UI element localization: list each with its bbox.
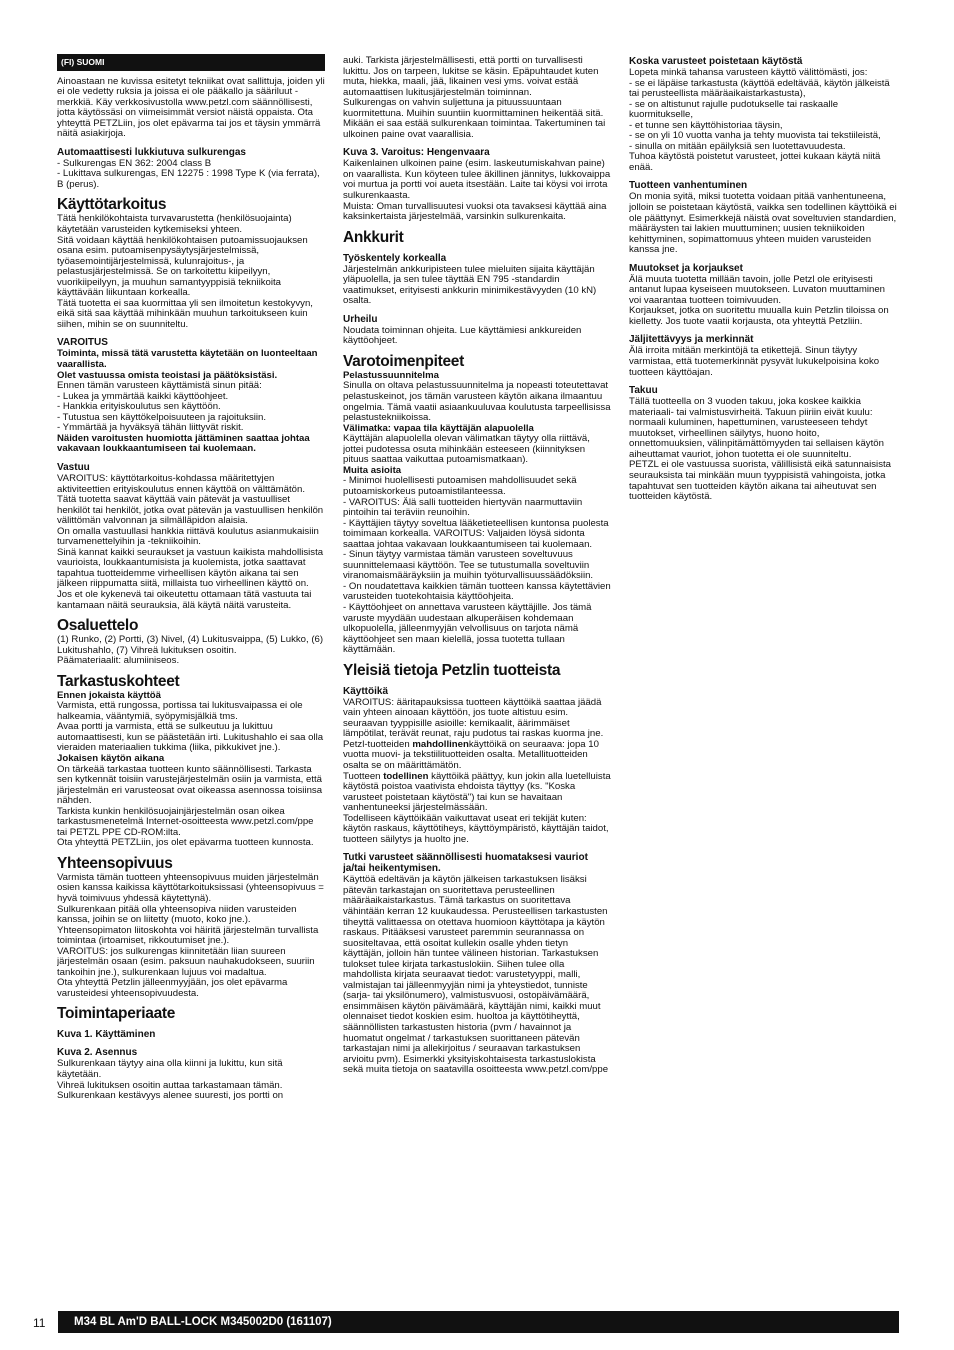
subheading: Välimatka: vapaa tila käyttäjän alapuolella — [343, 422, 534, 434]
section-title: Varotoimenpiteet — [343, 352, 464, 370]
page-footer — [0, 1307, 954, 1335]
paragraph: - Minimoi huolellisesti putoamisen mahdollisuudet sekä putoamiskorkeus putoamistilanteessa. - VAROITUS: Älä salli tuotteiden hiertyvän naarmuttaviin pintoihin tai teräviin reunoihin. - Käyttäjien täytyy soveltua lääketieteellisen kuntonsa puolesta toimimaan korkealla. VAROITUS: Valjaiden löysä sidonta saattaa johtaa vakavaan loukkaantumiseen tai kuolemaan. - Sinun täytyy varmistaa tämän varusteen soveltuvuus suunnittelemaasi käyttöön. Tee se tutustumalla soveltuviin viranomaismääräyksiin ja muihin työturvallisuussäädöksiin. - On noudatettava kaikkien tämän tuotteen kanssa käytettävien varusteiden tuotekohtaisia käyttöohjeita. - Käyttöohjeet on annettava varusteen käyttäjille. Jos tämä varuste myydään uudestaan alkuperäisen kohdemaan ulkopuolella, jälleenmyyjän velvollisuus on tarjota nämä käyttöohjeet sen maan kielellä, jossa tuotetta tullaan käyttämään. — [343, 475, 611, 656]
text-run-bold: todellinen — [383, 770, 429, 782]
section-title: Osaluettelo — [57, 617, 139, 635]
section-title: Käyttötarkoitus — [57, 196, 167, 214]
paragraph: Järjestelmän ankkuripisteen tulee mieluiten sijaita käyttäjän yläpuolella, ja sen tulee täyttää EN 795 -standardin vaatimukset, erityisesti ankkurin minimikestävyyden (10 kN) osalta. — [343, 263, 597, 307]
paragraph: Kaikenlainen ulkoinen paine (esim. laskeutumiskahvan paine) on vaarallista. Kun köyteen tulee äkillinen jännitys, lukkovaippa voi murtua ja portti voi aueta itsestään. Laite tai köysi voi irrota sulkurenkaasta. Muista: Oman turvallisuutesi vuoksi ota tavaksesi käyttää aina kaksinkertaista järjestelmää, varsinkin sulkurenkaita. — [343, 158, 611, 223]
section-heading: Muutokset ja korjaukset — [629, 262, 743, 274]
section-heading: Jäljitettävyys ja merkinnät — [629, 334, 754, 346]
subheading: Ennen jokaista käyttöä — [57, 689, 161, 701]
warning-bold: Olet vastuussa omista teoistasi ja päätöksistäsi. — [57, 369, 278, 381]
paragraph: Älä irroita mitään merkintöjä ta etikettejä. Sinun täytyy varmistaa, että tuotemerkinnät pysyvät lukukelpoisina koko tuotteen käyttöajan. — [629, 345, 880, 378]
section-title: Tarkastuskohteet — [57, 672, 180, 690]
column-2 — [343, 56, 611, 1076]
section-title: Ankkurit — [343, 228, 404, 246]
warning-bold: Näiden varoitusten huomiotta jättäminen saattaa johtaa vakavaan loukkaantumiseen tai kuolemaan. — [57, 432, 310, 455]
paragraph: auki. Tarkista järjestelmällisesti, että portti on turvallisesti lukittu. Jos on tarpeen, lukitse se käsin. Epäpuhtaudet kuten muta, hiekka, maali, jää, likainen vesi yms. voivat estää automaattisen lukitusjärjestelmän toiminnan. Sulkurengas on vahvin suljettuna ja pituussuuntaan kuormitettuna. Muihin suuntiin kuormittaminen heikentää sitä. Mikään ei saa estää sulkurenkaan toimintaa. Takertuminen tai ulkoinen paine ovat vaarallisia. — [343, 56, 606, 140]
section-heading: Vastuu — [57, 461, 90, 473]
paragraph: Älä muuta tuotetta millään tavoin, jolle Petzl ole erityisesti antanut lupaa kyseiseen muutokseen. Luvaton muuttaminen voi vaarantaa tuotteen toimivuuden. Korjaukset, jotka on suoritettu muualla kuin Petzlin tiloissa on kielletty. Jos tuote vaatii korjausta, ota yhteyttä Petzliin. — [629, 273, 889, 327]
paragraph: - Sulkurengas EN 362: 2004 class B - Lukittava sulkurengas, EN 12275 : 1998 Type K (via ferrata), B (perus). — [57, 157, 320, 190]
subheading: Jokaisen käytön aikana — [57, 752, 165, 764]
section-heading: Koska varusteet poistetaan käytöstä — [629, 56, 803, 67]
footer-bar — [58, 1311, 899, 1333]
intro-paragraph: Ainoastaan ne kuvissa esitetyt tekniikat ovat sallittuja, joiden yli ei ole vedetty ruksia ja joissa ei ole pääkallo ja sääriluut -merkkiä. Käy verkkosivustolla www.petzl.com säännöllisesti, jotta käytössäsi on viimeisimmät versiot näistä oppaista. Ota yhteyttä PETZLiin, jos olet epävarma tai jos et täysin ymmärrä näitä asiakirjoja. — [57, 75, 325, 140]
text-run-bold: mahdollinen — [412, 738, 469, 750]
section-heading: Takuu — [629, 385, 658, 397]
warning-bold: Toiminta, missä tätä varustetta käytetään on luonteeltaan vaarallista. — [57, 348, 318, 371]
paragraph: Sulkurenkaan täytyy aina olla kiinni ja lukittu, kun sitä käytetään. Vihreä lukituksen osoitin auttaa tarkastamaan tämän. Sulkurenkaan kestävyys alenee suuresti, jos portti on — [57, 1058, 284, 1102]
paragraph: VAROITUS: käyttötarkoitus-kohdassa määritettyjen aktiviteettien erityiskoulutus ennen käyttöä on välttämätön. Tätä tuotetta saavat käyttää vain pätevät ja vastuulliset henkilöt tai henkilöt, jotka ovat pätevän ja vastuullisen henkilön välittömän valvonnan ja silmälläpidon alaisia. On omalla vastuullasi hankkia riittävä koulutus asianmukaisiin turvamenettelyihin ja -tekniikoihin. Sinä kannat kaikki seuraukset ja vastuun kaikista mahdollisista vaurioista, loukkaantumisista ja kuolemista, jotka saattavat tapahtua tuotteidemme virheellisen käytön aikana tai sen jälkeen riippumatta siitä, millaista tuo virheellinen käyttö on. Jos et ole kykenevä tai oikeutettu ottamaan tätä vastuuta tai kantamaan näitä seurauksia, älä käytä näitä varusteita. — [57, 472, 324, 611]
text-run: VAROITUS: ääritapauksissa tuotteen käyttöikä saattaa jäädä vain yhteen ainoaan käyttöön, jos tuote altistuu esim. seuraavan tyyppisille asioille: kemikaalit, äärimmäiset lämpötilat, terävät reunat, raju pudotus tai raskas kuorma jne. Petzl-tuotteiden — [343, 696, 604, 750]
figure-heading: Kuva 2. Asennus — [57, 1047, 138, 1059]
paragraph: Sinulla on oltava pelastussuunnitelma ja nopeasti toteutettavat pelastuskeinot, jos tämän varusteen käytön aikana ilmaantuu ongelmia. Tämä vaatii asiaankuuluvaa koulutusta tarpeellisissa pelastustekniikoissa. — [343, 380, 611, 424]
page-number: 11 — [33, 1316, 46, 1330]
language-label: (FI) SUOMI — [57, 54, 325, 71]
section-heading: Automaattisesti lukkiutuva sulkurengas — [57, 146, 246, 158]
section-heading: Työskentely korkealla — [343, 252, 447, 264]
subheading: Muita asioita — [343, 464, 402, 476]
section-title: Yhteensopivuus — [57, 854, 173, 872]
paragraph: Käyttäjän alapuolella olevan välimatkan täytyy olla riittävä, jottei pudotessa osuta mihinkään esteeseen (kiinnityksen pituus saattaa vaikuttaa putoamismatkaan). — [343, 433, 590, 466]
paragraph: Tätä henkilökohtaista turvavarustetta (henkilösuojainta) käytetään varusteiden kytkemiseksi yhteen. Sitä voidaan käyttää henkilökohtaisen putoamissuojauksen osana esim. putoamisenpysäytysjärjestelmissä, työasemointijärjestelmissä, kulunrajoitus-, ja pelastusjärjestelmissä. Se on tarkoitettu kiipeilyyn, vuorikiipeilyyn, ja muuhun samantyyppisiä tekniikoita käyttävään liikuntaan korkealla. Tätä tuotetta ei saa kuormittaa yli sen ilmoitetun kestokyvyn, eikä sitä saa käyttää mihinkään muuhun tarkoitukseen kuin siihen, mihin se on suunniteltu. — [57, 213, 313, 330]
section-heading: VAROITUS — [57, 337, 108, 349]
paragraph: Varmista, että rungossa, portissa tai lukitusvaipassa ei ole halkeamia, vääntymiä, syöpymisjälkiä tms. Avaa portti ja varmista, että se sulkeutuu ja lukittuu automaattisesti, kun se päästetään irti. Lukitushahlo ei saa olla vieraiden materiaalien tukkima (liika, pikkukivet jne.). — [57, 700, 324, 754]
section-heading: Urheilu — [343, 313, 378, 325]
paragraph: Lopeta minkä tahansa varusteen käyttö välittömästi, jos: - se ei läpäise tarkastusta (käyttöä edeltävää, käytön jälkeistä tai perusteellista määräaikaistarkastusta), - se on altistunut rajulle pudotukselle tai raskaalle kuormitukselle, - et tunne sen käyttöhistoriaa täysin, - se on yli 10 vuotta vanha ja tehty muovista tai tekstiileistä, - sinulla on mitään epäilyksiä sen luotettavuudesta. Tuhoa käytöstä poistetut varusteet, jottei kukaan käytä niitä enää. — [629, 67, 890, 173]
paragraph: Noudata toiminnan ohjeita. Lue käyttämiesi ankkureiden käyttöohjeet. — [343, 324, 582, 347]
section-title: Toimintaperiaate — [57, 1005, 176, 1023]
section-heading: Käyttöikä — [343, 685, 389, 697]
document-code: M34 BL Am'D BALL-LOCK M345002D0 (161107) — [74, 1316, 332, 1328]
subheading: Pelastussuunnitelma — [343, 369, 439, 381]
figure-heading: Kuva 3. Varoitus: Hengenvaara — [343, 147, 490, 159]
text-run: käyttöikä on seuraava: jopa 10 vuotta muovi- ja tekstiilituotteiden osalta. Metallituotteiden osalta se on määrittämätön. Tuotteen — [343, 738, 599, 782]
paragraph: Varmista tämän tuotteen yhteensopivuus muiden järjestelmän osien kanssa kaikissa käyttötarkoituksissasi (yhteensopivuus = hyvä toimivuus yhdessä käytettynä). Sulkurenkaan pitää olla yhteensopiva niiden varusteiden kanssa, joihin se on liitetty (muoto, koko jne.). Yhteensopimaton liitoskohta voi häiritä järjestelmän turvallista toimintaa (irtoamiset, rikkoutumiset jne.). VAROITUS: jos sulkurengas kiinnitetään liian suureen järjestelmän osaan (esim. paksuun nauhakudokseen, suuriin tankoihin jne.), sulkurenkaan lujuus voi madaltua. Ota yhteyttä Petzlin jälleenmyyjään, jos olet epävarma varusteidesi yhteensopivuudesta. — [57, 871, 324, 999]
section-heading: Tutki varusteet säännöllisesti huomataksesi vauriot ja/tai heikentymisen. — [343, 852, 588, 875]
text-run: käyttöikä päättyy, kun jokin alla luetelluista käytöstä poistoa vaativista ehdoista täyttyy (ks. "Koska varusteet poistetaan käytöstä") tai kun se havaitaan vanhentuneeksi järjestelmässään. Todelliseen käyttöikään vaikuttavat useat eri tekijät kuten: käytön raskaus, käyttötiheys, käyttöympäristö, käyttäjän taidot, tuotteen säilytys ja huolto jne. — [343, 770, 611, 845]
paragraph: (1) Runko, (2) Portti, (3) Nivel, (4) Lukitusvaippa, (5) Lukko, (6) Lukitushahlo, (7) Vihreä lukituksen osoitin. Päämateriaalit: alumiiniseos. — [57, 634, 324, 667]
paragraph — [343, 698, 611, 846]
paragraph: Tällä tuotteella on 3 vuoden takuu, joka koskee kaikkia materiaali- tai valmistusvirheitä. Takuun piiriin eivät kuulu: normaali kuluminen, hapettuminen, varusteeseen tehdyt muutokset, virheellinen säilytys, huono hoito, onnettomuuksien, välinpitämättömyyden tai sellaisen käytön aiheuttamat vauriot, johon tuotetta ei ole suunniteltu. PETZL ei ole vastuussa suorista, välillisistä eikä satunnaisista seurauksista tai minkään muun tyyppisistä vahingoista, jotka tapahtuvat sen tuotteiden käytön aikana tai aiheutuvat sen tuotteiden käytöstä. — [629, 396, 891, 503]
section-heading: Tuotteen vanhentuminen — [629, 180, 748, 192]
column-1 — [57, 54, 325, 1102]
figure-heading: Kuva 1. Käyttäminen — [57, 1029, 156, 1041]
paragraph: Ennen tämän varusteen käyttämistä sinun pitää: - Lukea ja ymmärtää kaikki käyttöohjeet. - Hankkia erityiskoulutus sen käyttöön. - Tutustua sen käyttökelpoisuuteen ja rajoituksiin. - Ymmärtää ja hyväksyä tähän liittyvät riskit. — [57, 380, 267, 434]
column-3 — [629, 56, 897, 503]
paragraph: On monia syitä, miksi tuotetta voidaan pitää vanhentuneena, jolloin se poistetaan käytöstä, vaikka sen todellinen käyttöikä ei ole päättynyt. Esimerkkejä näistä ovat soveltuvien standardien, määräysten tai lakien muuttuminen; uusien tekniikoiden kehittyminen, sopimattomuus yhteen muiden varusteiden kanssa jne. — [629, 191, 897, 256]
section-title: Yleisiä tietoja Petzlin tuotteista — [343, 661, 561, 679]
paragraph: On tärkeää tarkastaa tuotteen kunto säännöllisesti. Tarkasta sen kytkennät toisiin varustejärjestelmän osiin ja varmista, että järjestelmän eri varusteosat ovat oikeassa asennossa toisiinsa nähden. Tarkista kunkin henkilösuojainjärjestelmän osan oikea tarkastusmenetelmä Internet-osoitteesta www.petzl.com/ppe tai PETZL PPE CD-ROM:ilta. Ota yhteyttä PETZLiin, jos olet epävarma tuotteen kunnosta. — [57, 763, 323, 849]
paragraph: Käyttöä edeltävän ja käytön jälkeisen tarkastuksen lisäksi pätevän tarkastajan on suoritettava perusteellinen määräaikaistarkastus. Tämä tarkastus on suoritettava vähintään kerran 12 kuukaudessa. Perusteellisen tarkastusten tiheyttä valittaessa on otettava huomioon käyttötapa ja käytön raskaus. Pitääksesi varusteet paremmin seurannassa on suositeltavaa, että osoitat kullekin osalle yhden tietyn käyttäjän, jolloin hän tuntee välineen historian. Tarkastuksen tulokset tulee kirjata tarkastuslokiin. Siihen tulee olla mahdollista kirjata seuraavat tiedot: varustetyyppi, malli, valmistajan tai jälleenmyyjän nimi ja yhteystiedot, tunniste (sarja- tai yksilönumero), valmistusvuosi, ostopäivämäärä, ensimmäisen käytön päivämäärä, käyttäjän nimi, kaikki muut olennaiset tiedot koskien esim. huoltoa ja käyttötiheyttä, säännöllisten tarkastusten historia (pvm / havainnot ja huomatut ongelmat / tarkastuksen suorittaneen pätevän tarkastajan nimi ja allekirjoitus / seuraavan tarkastuksen arvioitu pvm). Esimerkki yksityiskohtaisesta tarkastuslokista sekä muita tietoja on saatavilla osoitteesta www.petzl.com/ppe — [343, 874, 609, 1076]
